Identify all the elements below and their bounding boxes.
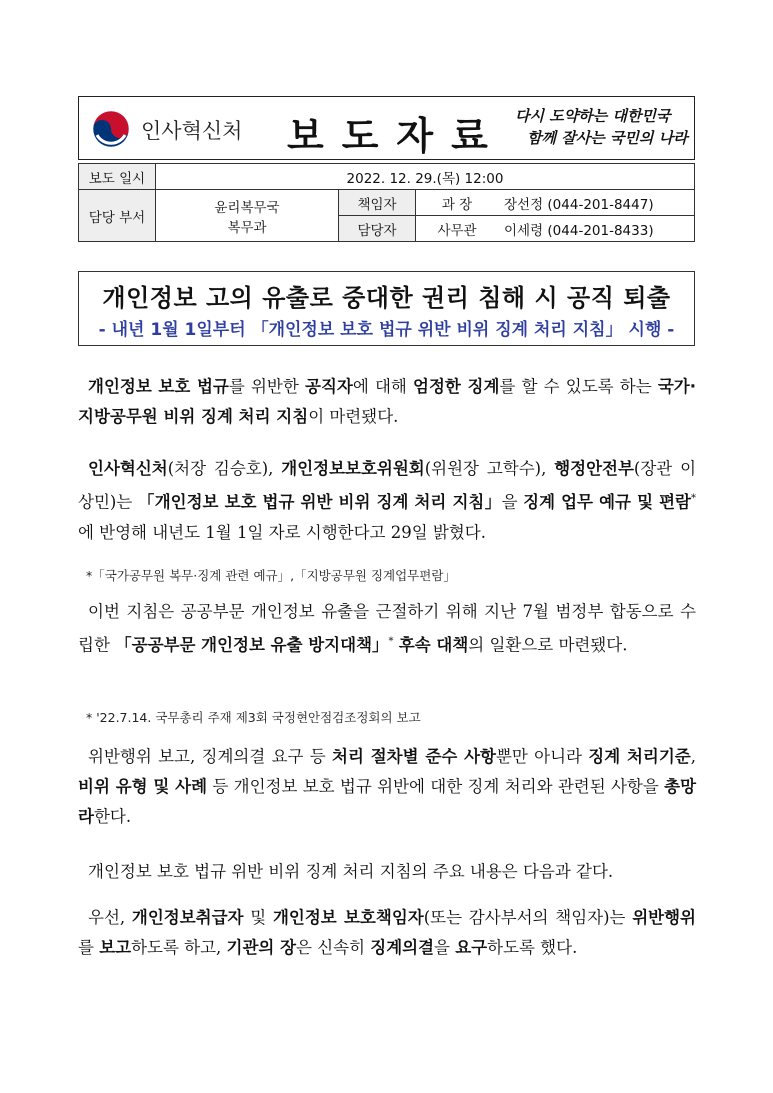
text-bold: 처리 절차별 준수 사항 (332, 747, 496, 766)
contact-role: 책임자 (339, 190, 416, 216)
text-bold: 요구 (455, 938, 488, 957)
text-bold: 총망라 (78, 777, 697, 826)
text: 를 (78, 938, 100, 957)
text-bold: 개인정보취급자 (131, 908, 244, 927)
text: (위원장 고학수), (424, 459, 555, 478)
text: (처장 김승호), (167, 459, 282, 478)
text: 하도록 하고, (131, 938, 227, 957)
contact-title: 사무관 (416, 216, 499, 242)
text-bold: 행정안전부 (554, 459, 634, 478)
text-bold: 보고 (99, 938, 132, 957)
slogan-line-2: 함께 잘사는 국민의 나라 (527, 129, 688, 147)
dept-cell (156, 190, 339, 242)
paragraph-2 (78, 454, 696, 548)
contact-title: 과 장 (416, 190, 499, 216)
text: 를 위반한 (228, 377, 305, 396)
footnote-mark: * (691, 493, 696, 504)
press-release-title: 보도자료 (287, 114, 506, 158)
footnote-2: * '22.7.14. 국무총리 주재 제3회 국정현안점검조정회의 보고 (86, 710, 421, 725)
header-box (78, 96, 695, 160)
paragraph-5 (78, 857, 696, 887)
text: 이번 지침은 공공부문 개인정보 유출을 근절하기 위해 지난 7월 범정부 합동으로 수립한 (78, 602, 696, 655)
text-bold: 기관의 장 (226, 938, 297, 957)
text: 에 반영해 내년도 1월 1일 자로 시행한다고 29일 밝혔다. (78, 522, 486, 542)
date-value: 2022. 12. 29.(목) 12:00 (156, 164, 695, 190)
text-bold: 공직자 (305, 377, 353, 396)
paragraph-4 (78, 742, 696, 832)
text-bold: 위반행위 (632, 908, 696, 927)
text: (장관 이상민)는 (78, 459, 697, 512)
text: 및 (243, 908, 273, 927)
slogan (509, 105, 689, 149)
text: 의 일환으로 마련됐다. (468, 635, 628, 655)
text: 우선, (88, 908, 132, 927)
text: , (690, 747, 696, 766)
text: 개인정보 보호 법규 위반 비위 징계 처리 지침의 주요 내용은 다음과 같다. (88, 862, 614, 881)
date-label: 보도 일시 (79, 164, 156, 190)
text: 한다. (93, 807, 132, 826)
headline-box (78, 271, 695, 346)
footnote-1: *「국가공무원 복무·징계 관련 예규」,「지방공무원 징계업무편람」 (86, 568, 456, 583)
dept-line-1: 윤리복무국 (214, 199, 280, 216)
text-bold: 개인정보 보호책임자 (272, 908, 424, 927)
subheadline: - 내년 1월 1일부터 「개인정보 보호 법규 위반 비위 징계 처리 지침」 시행 - (98, 320, 675, 340)
paragraph-1 (78, 372, 696, 432)
text: 에 대해 (352, 377, 414, 396)
text: 등 개인정보 보호 법규 위반에 대한 징계 처리와 관련된 사항을 (207, 777, 665, 796)
paragraph-3 (78, 597, 696, 661)
text-bold: 비위 유형 및 사례 (78, 777, 208, 796)
text: 위반행위 보고, 징계의결 요구 등 (88, 747, 333, 766)
text: 은 신속히 (296, 938, 371, 957)
text-bold: 징계 업무 예규 및 편람 (523, 492, 691, 512)
text-bold: 인사혁신처 (88, 459, 168, 478)
text-bold: 국가·지방공무원 비위 징계 처리 지침 (78, 377, 696, 426)
footnote-mark: * (388, 636, 394, 647)
government-logo-icon (91, 109, 131, 149)
dept-label: 담당 부서 (79, 190, 156, 242)
text-bold: 개인정보 보호 법규 (88, 377, 229, 396)
text: 을 (501, 492, 524, 512)
paragraph-6 (78, 903, 696, 963)
text-bold: 징계 처리기준 (588, 747, 691, 766)
text-bold: 개인정보보호위원회 (281, 459, 425, 478)
text-bold: 「공공부문 개인정보 유출 방지대책」 (115, 635, 389, 655)
release-info-table (78, 163, 695, 242)
text-bold: 「개인정보 보호 법규 위반 비위 징계 처리 지침」 (137, 492, 502, 512)
text-bold: 엄정한 징계 (413, 377, 500, 396)
text: 뿐만 아니라 (495, 747, 589, 766)
contact-info: 이세령 (044-201-8433) (498, 216, 695, 242)
text: 하도록 했다. (487, 938, 578, 957)
text: 를 할 수 있도록 하는 (499, 377, 658, 396)
slogan-line-1: 다시 도약하는 대한민국 (515, 107, 671, 125)
headline: 개인정보 고의 유출로 중대한 권리 침해 시 공직 퇴출 (102, 284, 671, 312)
dept-line-2: 복무과 (227, 219, 267, 236)
text: (또는 감사부서의 책임자)는 (423, 908, 633, 927)
contact-role: 담당자 (339, 216, 416, 242)
text: 을 (434, 938, 456, 957)
text-bold: 후속 대책 (398, 635, 469, 655)
text: 이 마련됐다. (308, 407, 399, 426)
agency-name: 인사혁신처 (141, 119, 243, 143)
contact-info: 장선정 (044-201-8447) (498, 190, 695, 216)
text-bold: 징계의결 (370, 938, 435, 957)
